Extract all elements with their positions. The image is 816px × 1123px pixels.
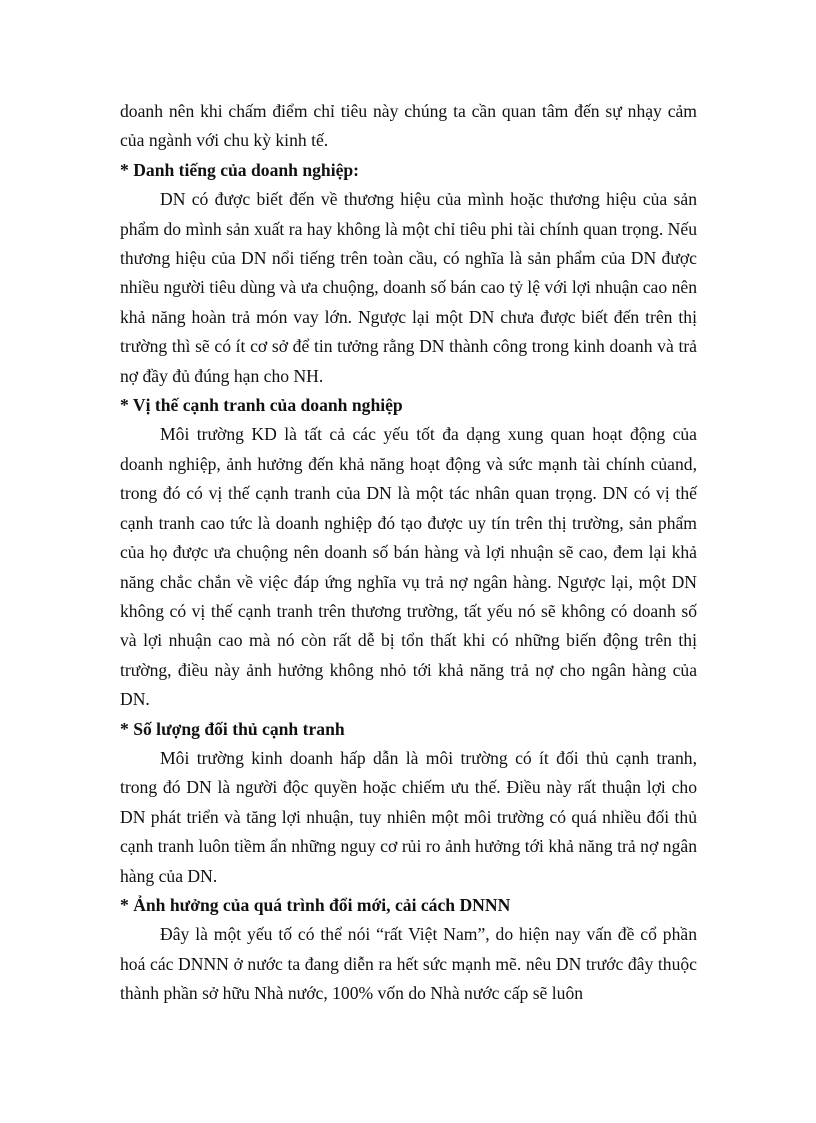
heading-business-reputation: * Danh tiếng của doanh nghiệp: bbox=[120, 159, 360, 180]
paragraph-business-cycle: doanh nên khi chấm điểm chỉ tiêu này chúng ta cần quan tâm đến sự nhạy cảm của ngành với chu kỳ kinh tế. bbox=[120, 101, 697, 151]
heading-number-of-competitors: * Số lượng đối thủ cạnh tranh bbox=[120, 718, 345, 739]
heading-soe-reform: * Ảnh hưởng của quá trình đổi mới, cải cách DNNN bbox=[120, 894, 511, 915]
document-page bbox=[120, 97, 697, 1009]
paragraph-competitive-position: Môi trường KD là tất cả các yếu tốt đa dạng xung quan hoạt động của doanh nghiệp, ảnh hưởng đến khả năng hoạt động và sức mạnh tài chính củand, trong đó có vị thế cạnh tranh của DN là một tác nhân quan trọng. DN có vị thế cạnh tranh cao tức là doanh nghiệp đó tạo được uy tín trên thị trường, sản phẩm của họ được ưa chuộng nên doanh số bán hàng và lợi nhuận sẽ cao, đem lại khả năng chắc chắn về việc đáp ứng nghĩa vụ trả nợ ngân hàng. Ngược lại, một DN không có vị thế cạnh tranh trên thương trường, tất yếu nó sẽ không có doanh số và lợi nhuận cao mà nó còn rất dễ bị tổn thất khi có những biến động trên thị trường, điều này ảnh hưởng không nhỏ tới khả năng trả nợ cho ngân hàng của DN. bbox=[120, 424, 697, 710]
paragraph-number-of-competitors: Môi trường kinh doanh hấp dẫn là môi trường có ít đối thủ cạnh tranh, trong đó DN là người độc quyền hoặc chiếm ưu thế. Điều này rất thuận lợi cho DN phát triển và tăng lợi nhuận, tuy nhiên một môi trường có quá nhiều đối thủ cạnh tranh luôn tiềm ẩn những nguy cơ rủi ro ảnh hưởng tới khả năng trả nợ ngân hàng của DN. bbox=[120, 747, 697, 886]
paragraph-soe-reform: Đây là một yếu tố có thể nói “rất Việt Nam”, do hiện nay vấn đề cổ phần hoá các DNNN ở nước ta đang diễn ra hết sức mạnh mẽ. nêu DN trước đây thuộc thành phần sở hữu Nhà nước, 100% vốn do Nhà nước cấp sẽ luôn bbox=[120, 924, 697, 1004]
heading-competitive-position: * Vị thế cạnh tranh của doanh nghiệp bbox=[120, 395, 403, 416]
paragraph-business-reputation: DN có được biết đến về thương hiệu của mình hoặc thương hiệu của sản phẩm do mình sản xuất ra hay không là một chỉ tiêu phi tài chính quan trọng. Nếu thương hiệu của DN nổi tiếng trên toàn cầu, có nghĩa là sản phẩm của DN được nhiều người tiêu dùng và ưa chuộng, doanh số bán cao tỷ lệ với lợi nhuận cao nên khả năng hoàn trả món vay lớn. Ngược lại một DN chưa được biết đến trên thị trường thì sẽ có ít cơ sở để tin tưởng rằng DN thành công trong kinh doanh và trả nợ đầy đủ đúng hạn cho NH. bbox=[120, 189, 697, 386]
